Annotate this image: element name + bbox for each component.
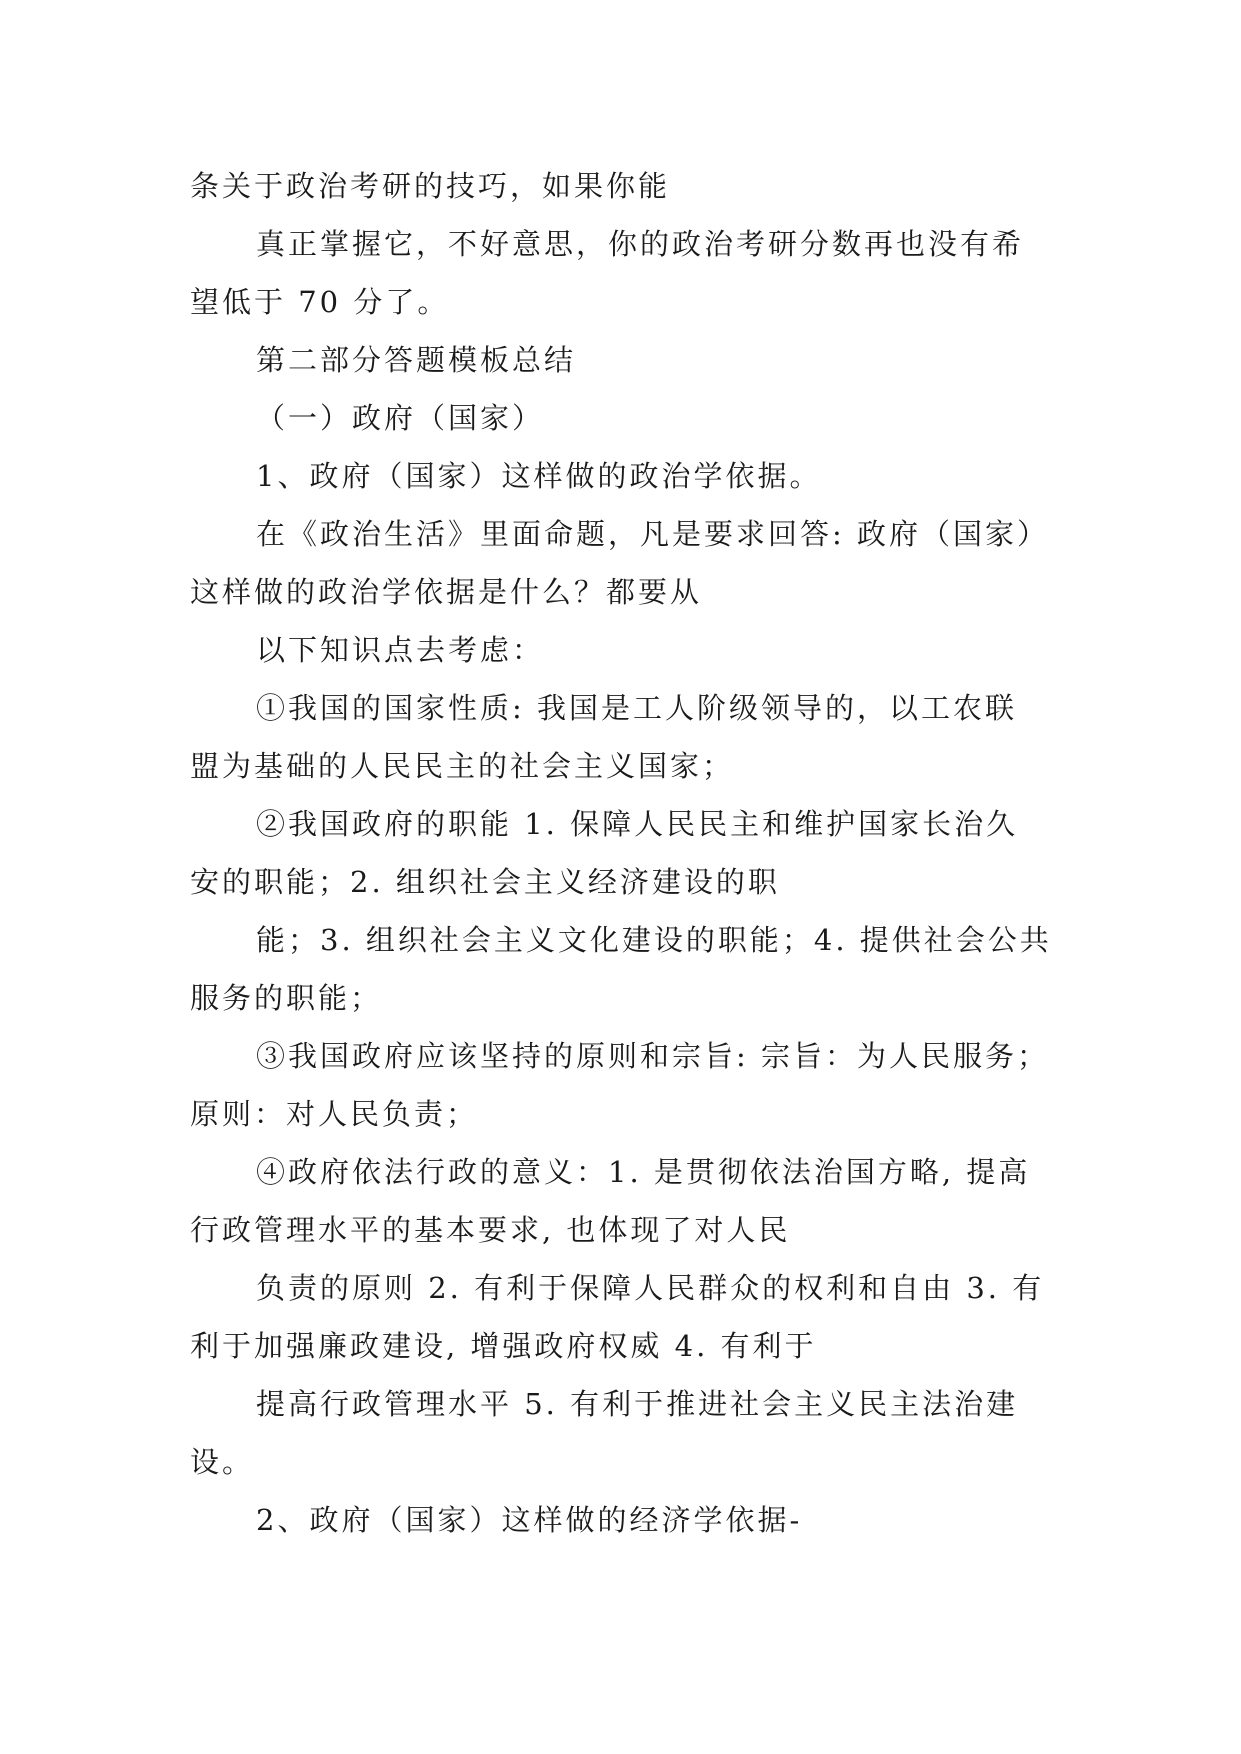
- point-3-line-1: ③我国政府应该坚持的原则和宗旨: 宗旨：为人民服务；: [256, 1039, 1049, 1073]
- point-3-line-2: 原则：对人民负责；: [190, 1097, 479, 1131]
- point-4-line-3: 负责的原则 2. 有利于保障人民群众的权利和自由 3. 有: [256, 1271, 1045, 1305]
- point-4-line-1: ④政府依法行政的意义：1. 是贯彻依法治国方略, 提高: [256, 1155, 1031, 1189]
- point-2-line-2: 安的职能；2. 组织社会主义经济建设的职: [190, 865, 780, 899]
- point-4-line-4: 利于加强廉政建设, 增强政府权威 4. 有利于: [190, 1329, 817, 1363]
- point-2-line-1: ②我国政府的职能 1. 保障人民民主和维护国家长治久: [256, 807, 1019, 841]
- point-1-line-1: ①我国的国家性质: 我国是工人阶级领导的，以工农联: [256, 691, 1017, 725]
- point-4-line-5: 提高行政管理水平 5. 有利于推进社会主义民主法治建: [256, 1387, 1019, 1421]
- text-line-3: 望低于 70 分了。: [190, 285, 450, 319]
- point-4-line-2: 行政管理水平的基本要求, 也体现了对人民: [190, 1213, 791, 1247]
- text-line-2: 真正掌握它，不好意思，你的政治考研分数再也没有希: [256, 227, 1025, 261]
- item-heading-1: 1、政府（国家）这样做的政治学依据。: [256, 459, 822, 493]
- point-4-line-6: 设。: [190, 1445, 255, 1479]
- subsection-heading: （一）政府（国家）: [256, 401, 545, 435]
- item-heading-2: 2、政府（国家）这样做的经济学依据-: [256, 1503, 803, 1537]
- text-line-8: 这样做的政治学依据是什么？都要从: [190, 575, 703, 609]
- text-line-7: 在《政治生活》里面命题，凡是要求回答: 政府（国家）: [256, 517, 1049, 551]
- text-line-1: 条关于政治考研的技巧，如果你能: [190, 169, 671, 203]
- document-body: [190, 157, 1062, 1549]
- point-1-line-2: 盟为基础的人民民主的社会主义国家；: [190, 749, 735, 783]
- point-2-line-3: 能；3. 组织社会主义文化建设的职能；4. 提供社会公共: [256, 923, 1052, 957]
- section-heading: 第二部分答题模板总结: [256, 343, 577, 377]
- text-line-9: 以下知识点去考虑：: [256, 633, 545, 667]
- point-2-line-4: 服务的职能；: [190, 981, 383, 1015]
